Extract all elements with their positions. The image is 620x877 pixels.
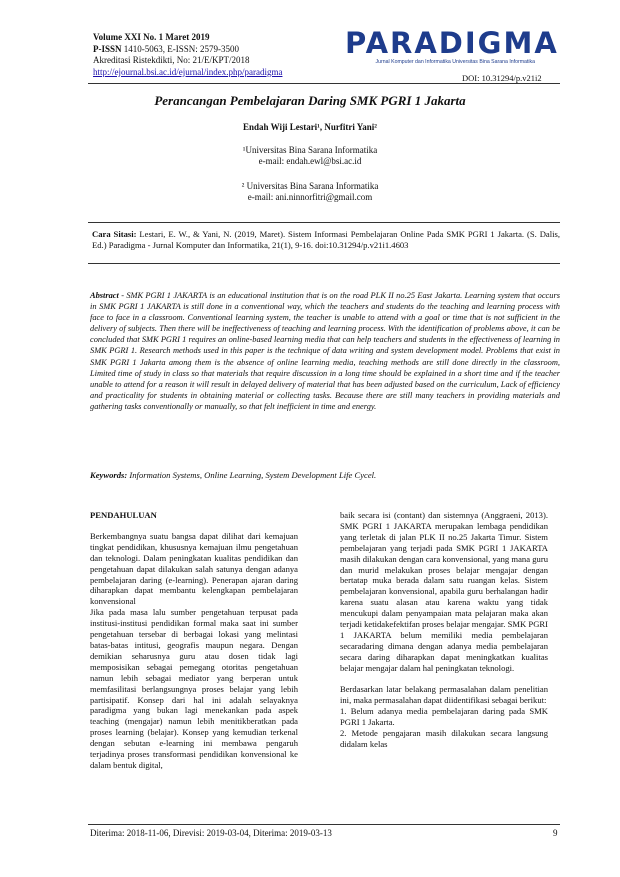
paragraph-gap: [340, 674, 548, 685]
keywords-block: [90, 470, 560, 480]
citation-text: Lestari, E. W., & Yani, N. (2019, Maret). Sistem Informasi Pembelajaran Online Pada SMK PGRI 1 Jakarta. (S. Dalis, Ed.) Paradigma - Jurnal Komputer dan Informatika, 21(1), 9-16. doi:10.31294/p.v21i1.4603: [92, 229, 560, 250]
doi-text: DOI: 10.31294/p.v21i2: [462, 73, 542, 83]
article-authors: Endah Wiji Lestari¹, Nurfitri Yani²: [243, 122, 377, 132]
footer-dates: Diterima: 2018-11-06, Direvisi: 2019-03-04, Diterima: 2019-03-13: [90, 828, 332, 838]
keywords-text: Information Systems, Online Learning, System Development Life Cycel.: [127, 470, 377, 480]
footer-divider: [88, 824, 560, 825]
logo-wordmark: PARADIGMA: [345, 26, 559, 60]
affiliation-1: [0, 145, 620, 167]
issn-line: [93, 44, 282, 56]
section-heading: PENDAHULUAN: [90, 510, 157, 520]
citation-bottom-divider: [88, 263, 560, 264]
citation-top-divider: [88, 222, 560, 223]
left-column: [90, 510, 298, 771]
abstract-label: Abstract: [90, 291, 119, 300]
affiliation-2: [0, 181, 620, 203]
right-column: [340, 510, 548, 750]
issn-label: P-ISSN: [93, 43, 122, 54]
affiliation-2-email: e-mail: ani.ninnorfitri@gmail.com: [247, 192, 373, 202]
problem-item-2: 2. Metode pengajaran masih dilakukan secara langsung didalam kelas: [340, 728, 548, 750]
affiliation-2-name: ² Universitas Bina Sarana Informatika: [241, 181, 379, 191]
right-paragraph-1: baik secara isi (contant) dan sistemnya (Anggraeni, 2013). SMK PGRI 1 JAKARTA merupakan lembaga pendidikan yang terletak di jalan PLK II no.25 Jakarta Timur. Sistem pembelajaran yang terjadi pada SMK PGRI 1 JAKARTA masih dilakukan dengan cara konvensional, yang mana guru dan murid melakukan proses belajar mengajar dengan bertatap muka berada dalam satu ruangan kelas. Sistem pembelajaran konvensional, apabila guru berhalangan hadir karena suatu alasan atau karena waktu yang tidak mencukupi dalam penyampaian mata pelajaran maka akan terjadi ketidakefektifan proses belajar mengajar. SMK PGRI 1 JAKARTA belum memiliki media pembelajaran secaradaring dimana dengan adanya media pembelajaran secara daring diharapkan dapat meningkatkan kualitas belajar mengajar dalam hal peningkatan teknologi.: [340, 510, 548, 673]
paradigma-logo: [345, 26, 559, 65]
page-number: 9: [553, 828, 558, 838]
journal-url-link[interactable]: http://ejournal.bsi.ac.id/ejurnal/index.php/paradigma: [93, 66, 283, 77]
article-title: Perancangan Pembelajaran Daring SMK PGRI 1 Jakarta: [154, 93, 466, 108]
abstract-text: - SMK PGRI 1 JAKARTA is an educational institution that is on the road PLK II no.25 East Jakarta. Learning system that occurs in SMK PGRI 1 JAKARTA is still done in a conventional way, which the teachers and students do the teaching and learning process with face to face in a classroom. Conventional learning system, the teacher is unable to attend with a goal or time that is not sufficient in the delivery of subjects. Then there will be ineffectiveness of teaching and learning process. With the identification of problems above, it can be concluded that SMK PGRI 1 requires an online-based learning media that can help teachers and students in the effectiveness of learning in SMK PGRI 1. Research methods used in this paper is the technique of data writing and system development model. Problems that exist in SMK PGRI 1 Jakarta among them is the absence of online learning media, teaching methods are still done directly in the classroom, Limited time of study in class so that materials that require discussion in a long time should be explained in a short time and if the teacher unable to attend for a reason it will result in delayed delivery of material that has been adjusted based on the curriculum, Lack of efficiency and practicality for students in obtaining material or collecting tasks. Because there are still many teachers in providing materials and gathering tasks conventionally or manually, so that felt inefficient in time and energy.: [90, 291, 560, 411]
affiliation-1-name: ¹Universitas Bina Sarana Informatika: [242, 145, 378, 155]
issn-values: 1410-5063, E-ISSN: 2579-3500: [121, 43, 240, 54]
volume-line: Volume XXI No. 1 Maret 2019: [93, 32, 210, 42]
keywords-label: Keywords:: [90, 470, 128, 480]
right-paragraph-2: Berdasarkan latar belakang permasalahan dalam penelitian ini, maka permasalahan dapat diidentifikasi sebagai berikut:: [340, 684, 548, 706]
logo-subtitle: Jurnal Komputer dan Informatika Universitas Bina Sarana Informatika: [375, 59, 535, 65]
problem-item-1: 1. Belum adanya media pembelajaran daring pada SMK PGRI 1 Jakarta.: [340, 706, 548, 728]
citation-label: Cara Sitasi:: [92, 229, 137, 239]
abstract-block: [90, 290, 560, 412]
citation-block: [92, 229, 560, 251]
intro-paragraph-2: Jika pada masa lalu sumber pengetahuan terpusat pada institusi-institusi pendidikan formal maka saat ini sumber pengetahuan tersebar di berbagai lokasi yang melintasi batas-batas intitusi, geografis maupun negara. Dengan demikian seharusnya guru atau dosen tidak lagi memposisikan sebagai pemegang otoritas pengetahuan namun lebih sebagai mediator yang berperan untuk memfasilitasi berlangsungnya proses belajar yang lebih partisipatif. Konsep dari hal ini adalah selayaknya paradigma yang bukan lagi menekankan pada aspek teaching (mengajar) namun lebih menitikberatkan pada proses learning (belajar). Konsep yang kemudian terkenal dengan sebutan e-learning ini membawa pengaruh terjadinya proses transformasi pendidikan konvensional ke dalam bentuk digital,: [90, 607, 298, 770]
akreditasi-line: Akreditasi Ristekdikti, No: 21/E/KPT/2018: [93, 55, 250, 65]
affiliation-1-email: e-mail: endah.ewl@bsi.ac.id: [258, 156, 362, 166]
journal-info: [93, 32, 282, 78]
header-divider: [88, 83, 560, 84]
intro-paragraph-1: Berkembangnya suatu bangsa dapat dilihat dari kemajuan tingkat pendidikan, khususnya kemajuan ilmu pengetahuan dan teknologi. Dalam peningkatan kualitas pendidikan dan pengetahuan dapat dilakukan salah satunya dengan adanya pembelajaran daring (e-learning). Penerapan ajaran daring diharapkan dapat membantu kelengkapan pembelajaran konvensional: [90, 530, 298, 607]
